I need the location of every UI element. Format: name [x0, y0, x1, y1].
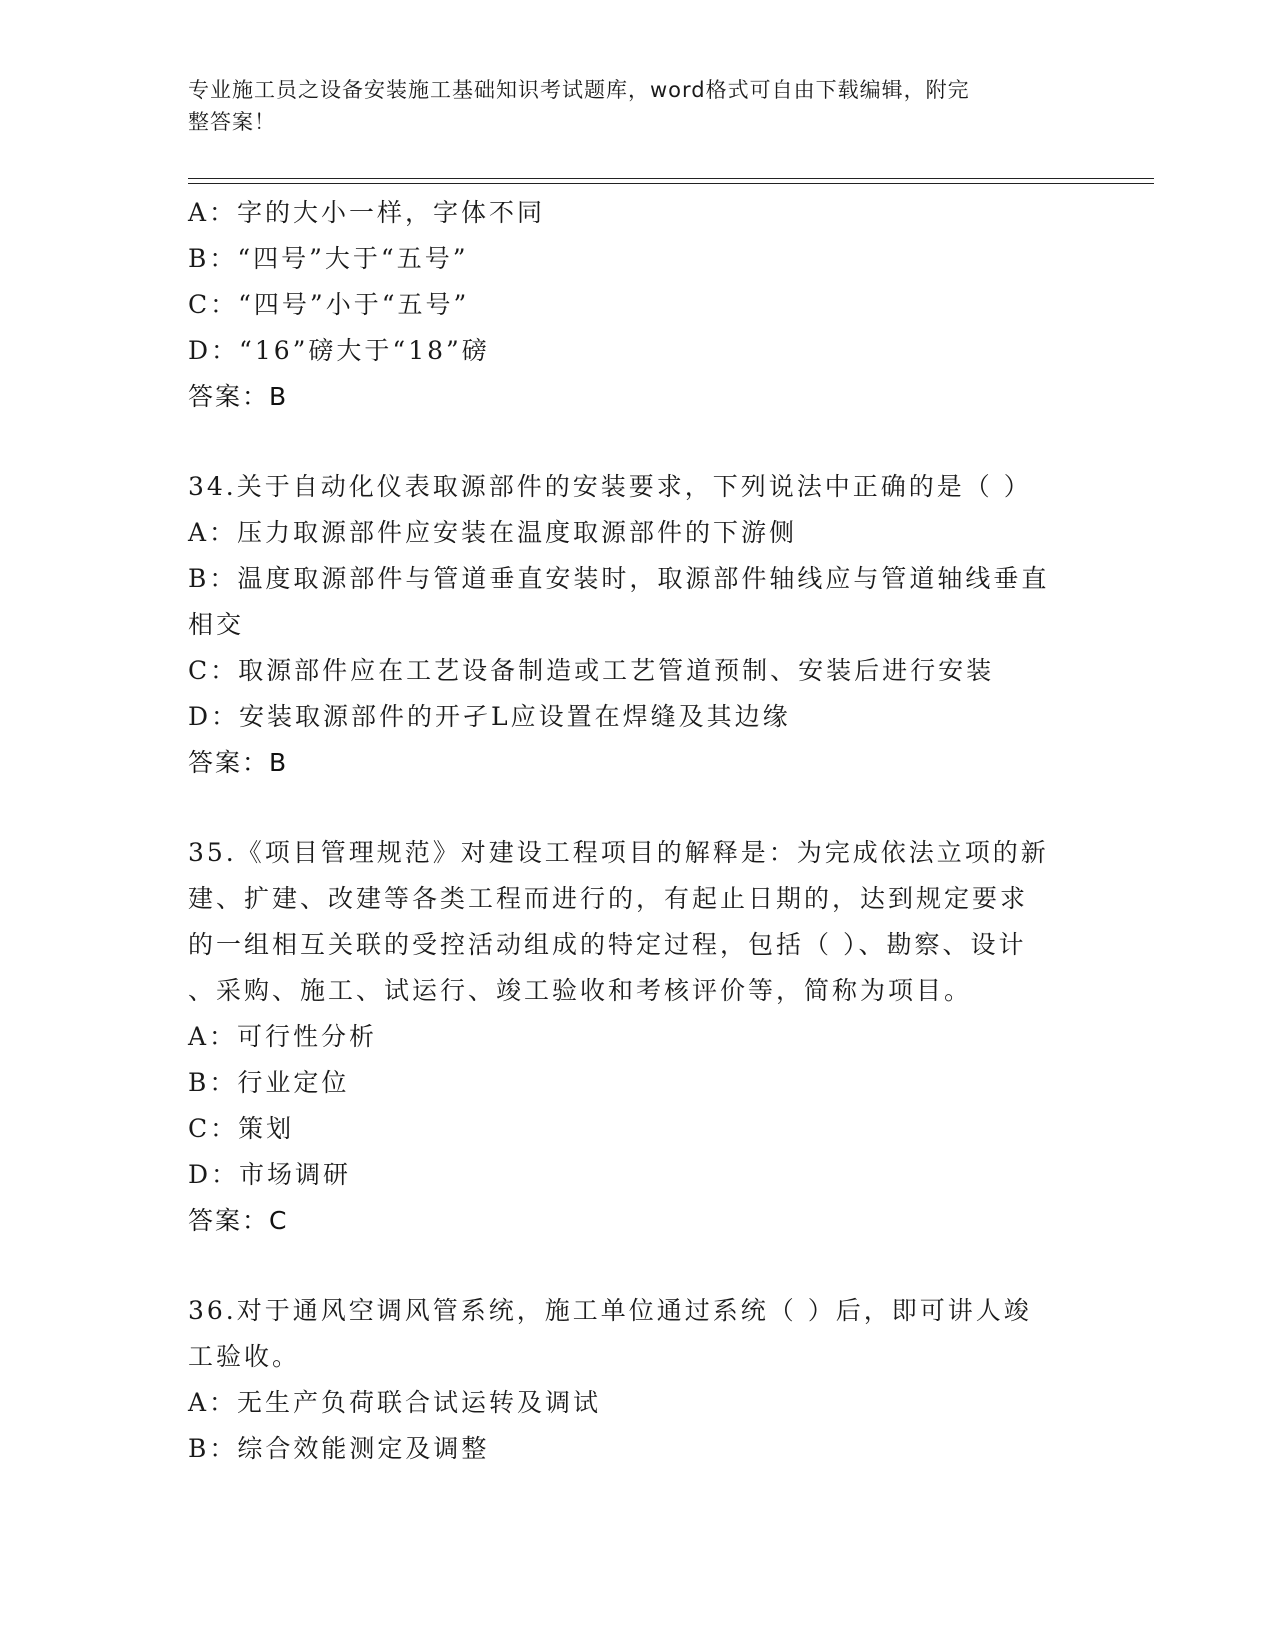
- question-stem-line: 、采购、施工、试运行、竣工验收和考核评价等，简称为项目。: [188, 976, 973, 1005]
- header-title-line-2: 整答案！: [188, 110, 276, 134]
- question-list: [188, 190, 1078, 1472]
- question-stem-line: 建、扩建、改建等各类工程而进行的，有起止日期的，达到规定要求: [188, 884, 1029, 913]
- option-b-continued: 相交: [188, 610, 245, 639]
- header-divider-top: [188, 178, 1154, 179]
- option-a: A：可行性分析: [188, 1022, 378, 1051]
- option-d: D：市场调研: [188, 1160, 352, 1189]
- option-a: A：字的大小一样，字体不同: [188, 198, 546, 227]
- option-b: B：行业定位: [188, 1068, 350, 1097]
- option-a: A：压力取源部件应安装在温度取源部件的下游侧: [188, 518, 798, 547]
- question-35: [188, 830, 1078, 1244]
- option-b: B：综合效能测定及调整: [188, 1434, 490, 1463]
- answer: 答案：C: [188, 1206, 289, 1235]
- question-34: [188, 464, 1078, 786]
- question-stem-line: 的一组相互关联的受控活动组成的特定过程，包括（ ）、勘察、设计: [188, 930, 1027, 959]
- question-stem: 34.关于自动化仪表取源部件的安装要求，下列说法中正确的是（ ）: [188, 472, 1032, 501]
- option-c: C：取源部件应在工艺设备制造或工艺管道预制、安装后进行安装: [188, 656, 995, 685]
- question-stem-line: 36.对于通风空调风管系统，施工单位通过系统（ ）后，即可讲人竣: [188, 1296, 1032, 1325]
- header-title-line-1: 专业施工员之设备安装施工基础知识考试题库，word格式可自由下载编辑，附完: [188, 78, 970, 102]
- option-b: B：“四号”大于“五号”: [188, 244, 469, 273]
- question-36: [188, 1288, 1078, 1472]
- option-a: A：无生产负荷联合试运转及调试: [188, 1388, 602, 1417]
- question-stem-line: 工验收。: [188, 1342, 301, 1371]
- option-d: D：“16”磅大于“18”磅: [188, 336, 490, 365]
- option-c: C：“四号”小于“五号”: [188, 290, 470, 319]
- spacer: [188, 420, 1078, 464]
- document-header: [188, 74, 1068, 138]
- header-divider-bottom: [188, 183, 1154, 184]
- answer: 答案：B: [188, 382, 289, 411]
- question-stem-line: 35.《项目管理规范》对建设工程项目的解释是：为完成依法立项的新: [188, 838, 1049, 867]
- spacer: [188, 786, 1078, 830]
- option-d: D：安装取源部件的开孑L应设置在焊缝及其边缘: [188, 702, 791, 731]
- answer: 答案：B: [188, 748, 289, 777]
- option-b: B：温度取源部件与管道垂直安装时，取源部件轴线应与管道轴线垂直: [188, 564, 1050, 593]
- option-c: C：策划: [188, 1114, 295, 1143]
- question-block-continued: [188, 190, 1078, 420]
- spacer: [188, 1244, 1078, 1288]
